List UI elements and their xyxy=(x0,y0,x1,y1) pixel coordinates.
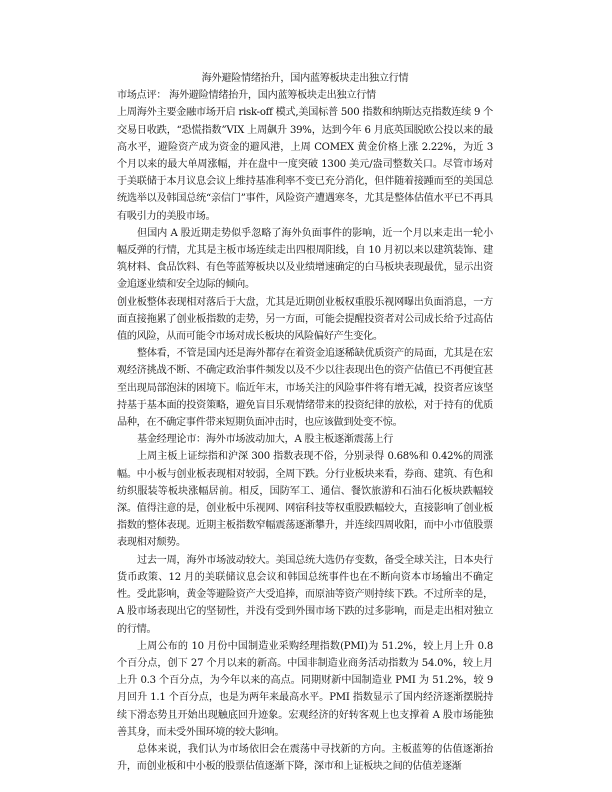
paragraph-3: 创业板整体表现相对落后于大盘，尤其是近期创业板权重股乐视网曝出负面消息，一方面直接拖累了创业板指数的走势，另一方面，可能会提醒投资者对公司成长给予过高估值的风险，从而可能令市场对成长板块的风险偏好产生变化。 xyxy=(117,296,493,343)
section-heading: 基金经理论市：海外市场波动加大，A 股主板逐渐震荡上行 xyxy=(137,434,394,446)
document-page xyxy=(117,70,493,775)
paragraph-6: 过去一周，海外市场波动较大。美国总统大选仍存变数，备受全球关注，日本央行货币政策、12 月的美联储议息会议和韩国总统事件也在不断向资本市场输出不确定性。受此影响，黄金等避险资产大受追捧，而原油等资产则持续下跌。不过所幸的是，A 股市场表现出它的坚韧性，并没有受到外围市场下跌的过多影响，而是走出相对独立的行情。 xyxy=(117,554,493,635)
review-heading: 市场点评： 海外避险情绪抬升，国内蓝筹板块走出独立行情 xyxy=(117,90,376,102)
paragraph-4: 整体看，不管是国内还是海外都存在着资金追逐稀缺优质资产的局面，尤其是在宏观经济挑战不断、不确定政治事件频发以及不少以往表现出色的资产估值已不再便宜甚至出现局部泡沫的困境下。临近年末，市场关注的风险事件将有增无减，投资者应该坚持基于基本面的投资策略，避免盲目乐观情绪带来的投资纪律的放松，对于持有的优质品种，在不确定事件带来短期负面冲击时，也应该做到处变不惊。 xyxy=(117,348,493,429)
paragraph-2: 但国内 A 股近期走势似乎忽略了海外负面事件的影响，近一个月以来走出一轮小幅反弹的行情，尤其是主板市场连续走出四根周阳线，自 10 月初以来以建筑装饰、建筑材料、食品饮料、有色等蓝筹板块以及业绩增速确定的白马板块表现最优，显示出资金追逐业绩和安全边际的倾向。 xyxy=(117,227,493,291)
paragraph-8: 总体来说，我们认为市场依旧会在震荡中寻找新的方向。主板蓝筹的估值逐渐抬升，而创业板和中小板的股票估值逐渐下降，深市和上证板块之间的估值差逐渐 xyxy=(117,743,493,773)
paragraph-5: 上周主板上证综指和沪深 300 指数表现不俗，分别录得 0.68%和 0.42%的周涨幅。中小板与创业板表现相对较弱，全周下跌。分行业板块来看，券商、建筑、有色和纺织服装等板块涨幅居前。相反，国防军工、通信、餐饮旅游和石油石化板块跌幅较深。值得注意的是，创业板中乐视网、网宿科技等权重股跌幅较大，直接影响了创业板指数的整体表现。近期主板指数窄幅震荡逐渐攀升，并连续四周收阳，而中小市值股票表现相对颓势。 xyxy=(117,451,493,549)
document-title: 海外避险情绪抬升，国内蓝筹板块走出独立行情 xyxy=(201,73,409,84)
paragraph-1: 上周海外主要金融市场开启 risk-off 模式,美国标普 500 指数和纳斯达克指数连续 9 个交易日收跌，“恐慌指数”VIX 上周飙升 39%，达到今年 6 月底英国脱欧公投以来的最高水平，避险资产成为资金的避风港，上周 COMEX 黄金价格上涨 2.22%，为近 3 个月以来的最大单周涨幅，并在盘中一度突破 1300 美元/盎司整数关口。尽管市场对于美联储于本月议息会议上维持基准利率不变已充分消化，但伴随着接踵而至的美国总统选举以及韩国总统“亲信门”事件，风险资产遭遇寒冬，尤其是整体估值水平已不再具有吸引力的美股市场。 xyxy=(117,107,493,222)
paragraph-7: 上周公布的 10 月份中国制造业采购经理指数(PMI)为 51.2%，较上月上升 0.8 个百分点，创下 27 个月以来的新高。中国非制造业商务活动指数为 54.0%，较上月上升 0.3 个百分点，为今年以来的高点。同期财新中国制造业 PMI 为 51.2%，较 9 月回升 1.1 个百分点，也是为两年来最高水平。PMI 指数显示了国内经济逐渐摆脱持续下滑态势且开始出现触底回升迹象。宏观经济的好转客观上也支撑着 A 股市场能独善其身，而未受外围环境的较大影响。 xyxy=(117,640,493,738)
